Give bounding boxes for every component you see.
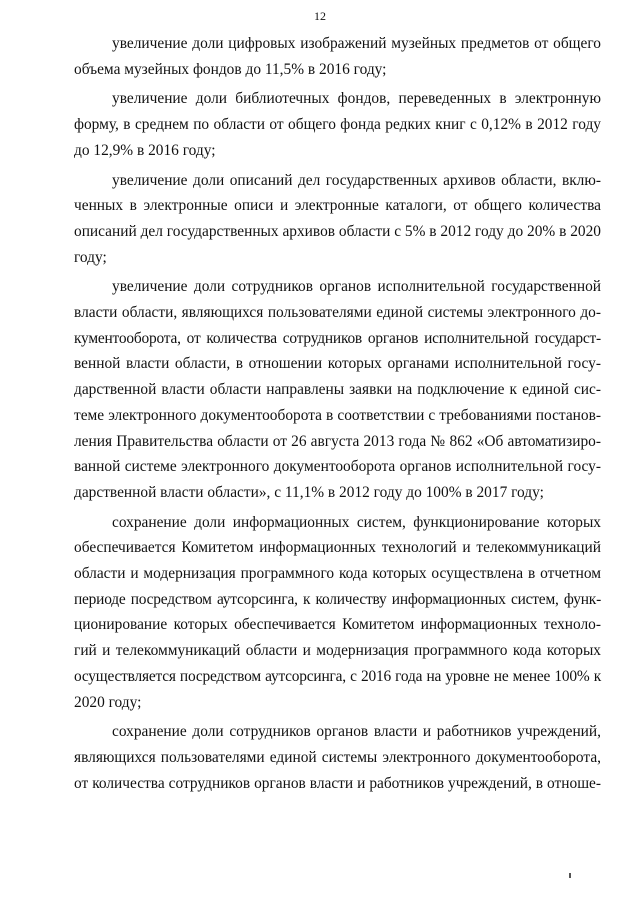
text-line: венной власти области, в отношении которых органами исполнительной госу-: [74, 355, 601, 373]
text-line: ванной системе электронного документооборота органов исполнительной госу-: [74, 458, 601, 476]
paragraph-library-funds: [74, 86, 601, 163]
scan-speck: [569, 873, 571, 878]
text-line: области и модернизация программного кода которых осуществлена в отчетном: [74, 565, 601, 583]
paragraph-edms-users: [74, 274, 601, 505]
text-line: осуществляется посредством аутсорсинга, с 2016 года на уровне не менее 100% к: [74, 667, 601, 685]
paragraph-information-systems: [74, 510, 601, 716]
text-line: увеличение доли сотрудников органов исполнительной государственной: [112, 278, 601, 296]
paragraph-archive-descriptions: [74, 168, 601, 271]
text-line: обеспечивается Комитетом информационных технологий и телекоммуникаций: [74, 539, 601, 557]
text-line: увеличение доли описаний дел государственных архивов области, вклю-: [112, 171, 601, 189]
text-line: описаний дел государственных архивов области с 5% в 2012 году до 20% в 2020: [74, 222, 601, 240]
paragraph-museum-images: [74, 31, 601, 82]
text-line: гий и телекоммуникаций области и модернизация программного кода которых: [74, 642, 601, 660]
text-line: до 12,9% в 2016 году;: [74, 141, 216, 159]
text-line: ления Правительства области от 26 августа 2013 года № 862 «Об автоматизиро-: [74, 432, 601, 450]
text-line: являющихся пользователями единой системы электронного документооборота,: [74, 748, 601, 766]
text-line: сохранение доли сотрудников органов власти и работников учреждений,: [112, 723, 601, 741]
text-line: дарственной власти области направлены заявки на подключение к единой сис-: [74, 381, 601, 399]
text-line: году;: [74, 248, 107, 266]
text-line: власти области, являющихся пользователями единой системы электронного до-: [74, 304, 601, 322]
page-number: 12: [314, 9, 326, 23]
text-line: от количества сотрудников органов власти и работников учреждений, в отноше-: [74, 774, 601, 792]
text-line: 2020 году;: [74, 693, 142, 711]
text-line: ченных в электронные описи и электронные каталоги, от общего количества: [74, 197, 601, 215]
paragraph-staff-users: [74, 719, 601, 796]
text-line: дарственной власти области», с 11,1% в 2012 году до 100% в 2017 году;: [74, 483, 544, 501]
text-line: теме электронного документооборота в соответствии с требованиями постанов-: [74, 406, 601, 424]
text-line: ционирование которых обеспечивается Комитетом информационных техноло-: [74, 616, 601, 634]
text-line: форму, в среднем по области от общего фонда редких книг с 0,12% в 2012 году: [74, 116, 601, 134]
text-line: периоде посредством аутсорсинга, к количеству информационных систем, функ-: [74, 590, 601, 608]
text-line: объема музейных фондов до 11,5% в 2016 году;: [74, 60, 387, 78]
document-body: [74, 31, 601, 800]
text-line: увеличение доли цифровых изображений музейных предметов от общего: [112, 35, 601, 52]
text-line: сохранение доли информационных систем, функционирование которых: [112, 513, 601, 531]
text-line: кументооборота, от количества сотрудников органов исполнительной государст-: [74, 329, 601, 347]
text-line: увеличение доли библиотечных фондов, переведенных в электронную: [112, 90, 601, 108]
